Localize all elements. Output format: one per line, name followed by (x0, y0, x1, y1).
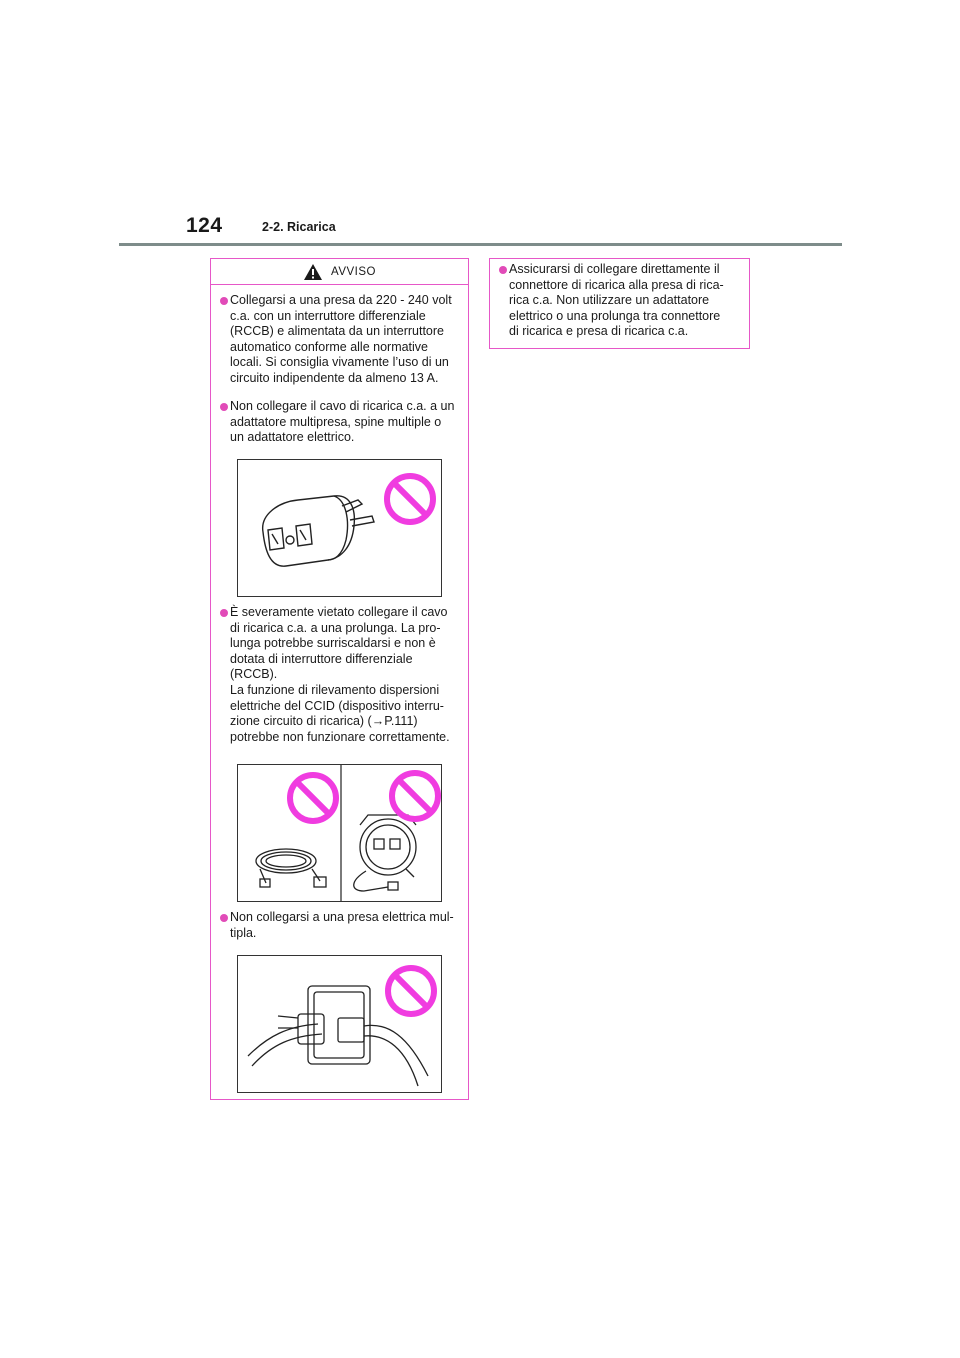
warning-title: AVVISO (331, 265, 376, 278)
bullet-item (220, 605, 456, 745)
extension-cord-illustration (237, 764, 442, 902)
bullet-item (220, 293, 456, 387)
bullet-item (220, 399, 456, 446)
bullet-dot-icon (220, 403, 228, 411)
continuation-box (489, 258, 750, 349)
prohibition-icon (286, 771, 340, 825)
section-title: 2-2. Ricarica (262, 220, 336, 234)
bullet-text: Non collegare il cavo di ricarica c.a. a un adattatore multipresa, spine multiple o un adattatore elettrico. (230, 399, 455, 445)
bullet-dot-icon (220, 914, 228, 922)
bullet-item (499, 262, 745, 340)
page-number: 124 (186, 214, 223, 237)
bullet-text: Non collegarsi a una presa elettrica mul- tipla. (230, 910, 454, 940)
prohibition-icon (384, 964, 438, 1018)
header-rule (119, 243, 842, 246)
bullet-dot-icon (220, 609, 228, 617)
bullet-text: Collegarsi a una presa da 220 - 240 volt c.a. con un interruttore differenziale (RCCB) e alimentata da un interruttore automatico conforme alle normative locali. Si consiglia vivamente l’uso di un circuito indipendente da almeno 13 A. (230, 293, 452, 385)
warning-header (211, 259, 468, 285)
bullet-item (220, 910, 456, 941)
adapter-illustration (237, 459, 442, 597)
bullet-text: Assicurarsi di collegare direttamente il connettore di ricarica alla presa di rica- rica c.a. Non utilizzare un adattatore elettrico o una prolunga tra connettore di ricarica e presa di ricarica c.a. (509, 262, 724, 339)
bullet-text: È severamente vietato collegare il cavo di ricarica c.a. a una prolunga. La pro- lunga potrebbe surriscaldarsi e non è dotata di interruttore differenziale (RCCB). La funzione di rilevamento dispersioni elettriche del CCID (dispositivo interru- zione circuito di ricarica) (→P.111) potrebbe non funzionare correttamente. (230, 605, 450, 744)
warning-triangle-icon (303, 263, 323, 281)
bullet-dot-icon (499, 266, 507, 274)
bullet-dot-icon (220, 297, 228, 305)
prohibition-icon (388, 769, 442, 823)
warning-box (210, 258, 469, 1100)
multiple-outlet-illustration (237, 955, 442, 1093)
prohibition-icon (383, 472, 437, 526)
